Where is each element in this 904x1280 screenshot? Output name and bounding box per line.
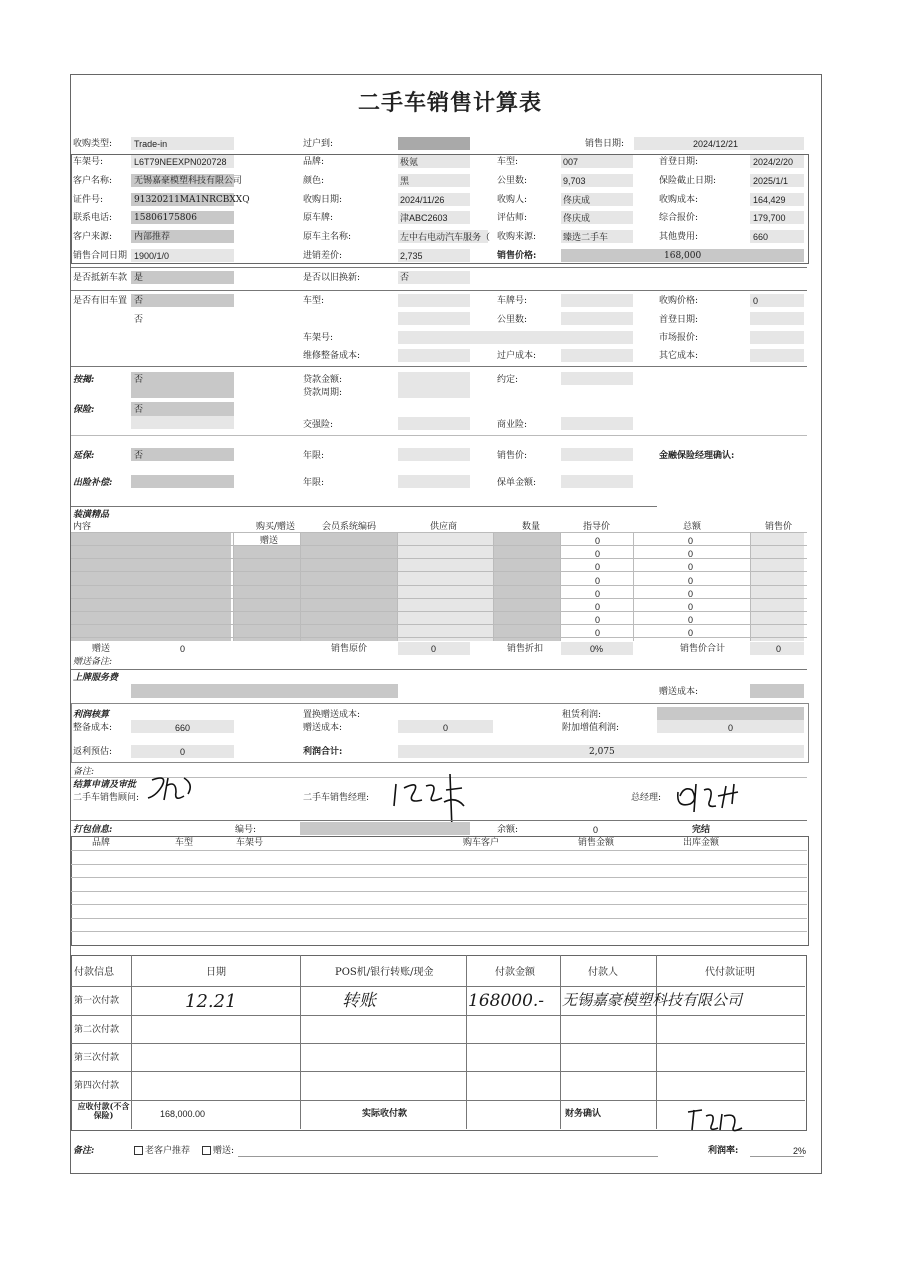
- mileage-value: 9,703: [563, 176, 586, 186]
- color-value: 黑: [400, 176, 410, 186]
- page-title: 二手车销售计算表: [357, 91, 542, 116]
- oldcar-repair-label: 维修整备成本:: [303, 351, 361, 361]
- oldcar-market-label: 市场报价:: [659, 333, 699, 343]
- insurance-section-value: 否: [134, 405, 144, 415]
- pack-no-label: 编号:: [235, 825, 257, 835]
- advisor-label: 二手车销售顾问:: [73, 793, 140, 803]
- payment-row-label: 第一次付款: [74, 996, 120, 1006]
- prep-cost-label: 整备成本:: [73, 723, 113, 733]
- plate-value: 津ABC2603: [400, 213, 448, 223]
- source-label: 客户来源:: [73, 232, 113, 242]
- id-value: 91320211MA1NRCBXXQ: [134, 195, 250, 205]
- vin-label: 车架号:: [73, 157, 104, 167]
- payment-row-label: 第二次付款: [74, 1025, 120, 1035]
- insurance-label: 保险截止日期:: [659, 176, 717, 186]
- commercial-label: 商业险:: [497, 420, 528, 430]
- manager-label: 二手车销售经理:: [303, 793, 370, 803]
- owner-value: 左中右电动汽车服务（: [400, 232, 491, 242]
- receivable-label: 应收付款(不含保险): [77, 1101, 130, 1120]
- sale-date-label: 销售日期:: [585, 139, 625, 149]
- phone-label: 联系电话:: [73, 213, 113, 223]
- profit-section-label: 利润核算: [73, 710, 110, 720]
- acc-header-cell: 销售价: [765, 522, 793, 532]
- acc-total: 0: [688, 575, 694, 586]
- margin-label: 进销差价:: [303, 251, 343, 261]
- customer-value: 无锡嘉豪模塑科技有限公司: [134, 176, 243, 186]
- oldcar-km-label: 公里数:: [497, 315, 528, 325]
- id-label: 证件号:: [73, 195, 104, 205]
- buy-source-label: 收购来源:: [497, 232, 537, 242]
- payment-header-cell: POS机/银行转账/现金: [335, 967, 434, 978]
- first-amount-handwritten: 168000.-: [468, 991, 545, 1011]
- oldcar-vin-label: 车架号:: [303, 333, 334, 343]
- oldcar-model-label: 车型:: [303, 296, 325, 306]
- acc-total: 0: [688, 549, 694, 560]
- footer-note-label: 备注:: [73, 1146, 95, 1156]
- loan-label: 贷款金额:: [303, 375, 343, 385]
- reg-date-label: 首登日期:: [659, 157, 699, 167]
- claim-years-label: 年限:: [303, 478, 325, 488]
- acc-guide-price: 0: [595, 562, 601, 573]
- payment-row-label: 第三次付款: [74, 1053, 120, 1063]
- acc-guide-price: 0: [595, 588, 601, 599]
- checkbox-icon: [202, 1146, 211, 1155]
- acc-header-cell: 供应商: [430, 522, 458, 532]
- acc-total: 0: [688, 602, 694, 612]
- pack-header-cell: 车型: [175, 838, 194, 848]
- purchaser-label: 收购人:: [497, 195, 528, 205]
- acc-guide-price: 0: [595, 615, 601, 626]
- acc-total: 0: [688, 615, 694, 626]
- buy-source-value: 臻选二手车: [563, 232, 609, 242]
- acc-header-cell: 会员系统编码: [322, 522, 377, 532]
- advisor-signature: [140, 770, 210, 810]
- plate-service-label: 上牌服务费: [73, 673, 119, 683]
- first-payer-handwritten: 无锡嘉豪模塑科技有限公司: [562, 991, 743, 1009]
- quote-value: 179,700: [753, 213, 786, 223]
- sale-date-value: 2024/12/21: [693, 139, 739, 149]
- acc-total: 0: [688, 628, 694, 639]
- oldcar-value-2: 否: [134, 315, 144, 325]
- warranty-label: 延保:: [73, 451, 95, 461]
- acc-note-label: 赠送备注:: [73, 657, 113, 667]
- appraiser-label: 评估师:: [497, 213, 528, 223]
- oldcar-reg-label: 首登日期:: [659, 315, 699, 325]
- contract-date-label: 销售合同日期: [73, 251, 128, 261]
- purchase-cost-label: 收购成本:: [659, 195, 699, 205]
- pack-header-cell: 销售金额: [578, 838, 615, 848]
- gm-label: 总经理:: [631, 793, 662, 803]
- gift-option[interactable]: 赠送:: [202, 1146, 234, 1156]
- acc-gift-sum-value: 0: [180, 644, 186, 654]
- purchase-date-value: 2024/11/26: [400, 195, 445, 205]
- mortgage-value: 否: [134, 375, 144, 385]
- acc-discount-label: 销售折扣: [507, 644, 544, 654]
- acc-header-cell: 指导价: [583, 522, 611, 532]
- other-fee-label: 其他费用:: [659, 232, 699, 242]
- customer-label: 客户名称:: [73, 176, 113, 186]
- gm-signature: [672, 778, 762, 818]
- swap-gift-cost-label: 置换赠送成本:: [303, 710, 361, 720]
- oldcar-value: 否: [134, 296, 144, 306]
- first-date-handwritten: 12.21: [185, 991, 237, 1012]
- acc-total: 0: [688, 588, 694, 599]
- newcar-question-label: 是否抵新车款: [73, 273, 128, 283]
- acc-discount-value: 0%: [590, 644, 604, 654]
- gift-cost-label: 赠送成本:: [303, 723, 343, 733]
- pack-balance-label: 余额:: [497, 825, 519, 835]
- appraiser-value: 佟庆成: [563, 213, 591, 223]
- rebate-value: 0: [180, 747, 186, 757]
- warranty-years-label: 年限:: [303, 451, 325, 461]
- purchase-date-label: 收购日期:: [303, 195, 343, 205]
- mileage-label: 公里数:: [497, 176, 528, 186]
- acc-sum-label: 销售价合计: [680, 644, 726, 654]
- oldcar-label: 是否有旧车置: [73, 296, 128, 306]
- purchase-cost-value: 164,429: [753, 195, 786, 205]
- insurance-value: 2025/1/1: [753, 176, 789, 186]
- acc-sum-value: 0: [776, 644, 782, 654]
- plate-gift-cost-label: 赠送成本:: [659, 687, 699, 697]
- acc-total: 0: [688, 562, 694, 573]
- first-method-handwritten: 转账: [342, 991, 376, 1011]
- acc-gift-sum-label: 赠送: [92, 644, 111, 654]
- acc-guide-price: 0: [595, 602, 601, 612]
- cti-label: 交强险:: [303, 420, 334, 430]
- payment-row-label: 第四次付款: [74, 1081, 120, 1091]
- color-label: 颜色:: [303, 176, 325, 186]
- profit-total-label: 利润合计:: [303, 747, 343, 757]
- receivable-value: 168,000.00: [160, 1109, 206, 1119]
- acc-header-cell: 购买/赠送: [256, 522, 296, 532]
- acc-guide-price: 0: [595, 549, 601, 560]
- purchase-type-label: 收购类型:: [73, 139, 113, 149]
- oldcar-buy-price-label: 收购价格:: [659, 296, 699, 306]
- pack-header-cell: 出库金额: [683, 838, 720, 848]
- quote-label: 综合报价:: [659, 213, 699, 223]
- actual-pay-label: 实际收付款: [362, 1109, 408, 1119]
- tradein-question-label: 是否以旧换新:: [303, 273, 361, 283]
- old-customer-option[interactable]: 老客户推荐: [134, 1146, 190, 1156]
- agree-label: 约定:: [497, 375, 519, 385]
- newcar-question-value: 是: [134, 273, 144, 283]
- prep-cost-value: 660: [175, 723, 191, 733]
- pack-balance-value: 0: [593, 825, 599, 835]
- owner-label: 原车主名称:: [303, 232, 352, 242]
- profit-total-value: 2,075: [589, 747, 615, 757]
- payment-header-cell: 日期: [206, 967, 226, 978]
- loan-term-label: 贷款周期:: [303, 388, 343, 398]
- vehicle-block: [71, 154, 809, 264]
- pack-label: 打包信息:: [73, 825, 113, 835]
- acc-guide-price: 0: [595, 536, 601, 546]
- warranty-value: 否: [134, 451, 144, 461]
- contract-date-value: 1900/1/0: [134, 251, 170, 261]
- oldcar-plate-label: 车牌号:: [497, 296, 528, 306]
- approval-label: 结算申请及审批: [73, 780, 137, 790]
- price-value: 168,000: [664, 251, 702, 261]
- transfer-label: 过户到:: [303, 139, 334, 149]
- payment-header-cell: 代付款证明: [705, 967, 755, 978]
- lease-profit-label: 租赁利润:: [562, 710, 602, 720]
- brand-label: 品牌:: [303, 157, 325, 167]
- policy-amount-label: 保单金额:: [497, 478, 537, 488]
- claim-label: 出险补偿:: [73, 478, 113, 488]
- model-value: 007: [563, 157, 579, 167]
- acc-guide-price: 0: [595, 575, 601, 586]
- margin-value: 2,735: [400, 251, 423, 261]
- vat-profit-value: 0: [728, 723, 734, 733]
- source-value: 内部推荐: [134, 232, 171, 242]
- pack-header-cell: 品牌: [92, 838, 111, 848]
- vin-value: L6T79NEEXPN020728: [134, 157, 227, 167]
- oldcar-transfer-cost-label: 过户成本:: [497, 351, 537, 361]
- acc-header-cell: 总额: [683, 522, 702, 532]
- price-label: 销售价格:: [497, 251, 537, 261]
- note-label: 备注:: [73, 767, 95, 777]
- acc-total: 0: [688, 536, 694, 546]
- reg-date-value: 2024/2/20: [753, 157, 794, 167]
- pack-done-label: 完结: [692, 825, 711, 835]
- purchase-type-value: Trade-in: [134, 139, 168, 149]
- gift-cost-value: 0: [443, 723, 449, 733]
- acc-guide-price: 0: [595, 628, 601, 639]
- acc-header-cell: 内容: [73, 522, 92, 532]
- acc-orig-price-value: 0: [431, 644, 437, 654]
- warranty-sale-price-label: 销售价:: [497, 451, 528, 461]
- profit-rate-value: 2%: [793, 1146, 807, 1156]
- rebate-label: 返利预估:: [73, 747, 113, 757]
- checkbox-icon: [134, 1146, 143, 1155]
- transfer-value: [398, 137, 470, 150]
- plate-label: 原车牌:: [303, 213, 334, 223]
- phone-value: 15806175806: [134, 213, 197, 223]
- purchaser-value: 佟庆成: [563, 195, 591, 205]
- finance-manager-label: 金融保险经理确认:: [659, 451, 735, 461]
- acc-orig-price-label: 销售原价: [331, 644, 368, 654]
- profit-rate-label: 利润率:: [708, 1146, 739, 1156]
- model-label: 车型:: [497, 157, 519, 167]
- finance-confirm-label: 财务确认: [565, 1109, 602, 1119]
- pack-header-cell: 车架号: [236, 838, 264, 848]
- finance-signature: [682, 1106, 752, 1136]
- payment-header-cell: 付款人: [588, 967, 618, 978]
- mortgage-label: 按揭:: [73, 375, 95, 385]
- other-fee-value: 660: [753, 232, 769, 242]
- oldcar-buy-price-value: 0: [753, 296, 759, 306]
- accessories-section-label: 装潢精品: [73, 510, 110, 520]
- brand-value: 极氪: [400, 157, 419, 167]
- oldcar-other-label: 其它成本:: [659, 351, 699, 361]
- pack-header-cell: 购车客户: [463, 838, 500, 848]
- payment-header-cell: 付款金额: [495, 967, 535, 978]
- acc-header-cell: 数量: [522, 522, 541, 532]
- payment-header-cell: 付款信息: [74, 967, 114, 978]
- insurance-section-label: 保险:: [73, 405, 95, 415]
- vat-profit-label: 附加增值利润:: [562, 723, 620, 733]
- tradein-question-value: 否: [400, 273, 410, 283]
- accessory-gift-word: 赠送: [260, 536, 279, 546]
